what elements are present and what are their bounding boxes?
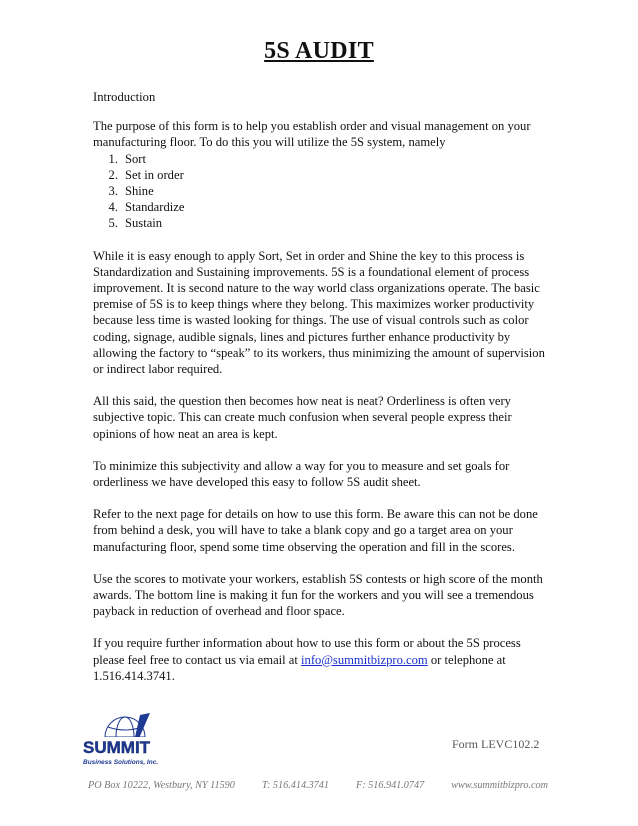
paragraph-usage: Refer to the next page for details on how to use this form. Be aware this can not be done from behind a desk, you will have to take a blank copy and go a target area on your manufacturing floor, spend some time observing the operation and fill in the scores.	[93, 507, 538, 554]
page-title: 5S AUDIT	[264, 38, 374, 64]
paragraph-motivation: Use the scores to motivate your workers, establish 5S contests or high score of the month awards. The bottom line is making it fun for the workers and you will see a tremendous payback in reduction of overhead and floor space.	[93, 571, 543, 619]
footer-fax: F: 516.941.0747	[355, 780, 425, 791]
footer-phone: T: 516.414.3741	[261, 780, 329, 791]
list-item-label: Sustain	[125, 216, 163, 231]
list-item	[93, 151, 553, 167]
list-item-number: 3.	[108, 184, 118, 199]
email-link[interactable]: info@summitbizpro.com	[301, 652, 428, 667]
list-item-label: Set in order	[125, 167, 184, 182]
list-item-number: 1.	[108, 151, 118, 166]
list-item-number: 2.	[108, 167, 118, 182]
summit-logo-icon	[80, 713, 170, 775]
paragraph-neatness: All this said, the question then becomes how neat is neat? Orderliness is often very subjective topic. This can create much confusion when several people express their opinions of how neat an area is kept.	[93, 394, 512, 441]
paragraph-subjectivity: To minimize this subjectivity and allow a way for you to measure and set goals for orderliness we have developed this easy to follow 5S audit sheet.	[93, 458, 510, 490]
logo-wordmark: SUMMIT	[83, 738, 151, 757]
logo-tagline: Business Solutions, Inc.	[83, 759, 159, 766]
list-item-label: Standardize	[125, 200, 185, 215]
list-item	[93, 183, 553, 199]
page-footer	[88, 780, 548, 791]
document-body	[93, 89, 553, 700]
5s-steps-list	[93, 151, 553, 232]
paragraph-5s-premise: While it is easy enough to apply Sort, Set in order and Shine the key to this process is Standardization and Sustaining improvements. 5S is a foundational element of process improvement. It is second nature to the way world class organizations operate. The basic premise of 5S is to keep things where they belong. This maximizes worker productivity because less time is wasted looking for things. The use of visual controls such as color coding, signage, audible signals, lines and pictures further enhance productivity by allowing the factory to “speak” to its workers, thus minimizing the amount of supervision or indirect labor required.	[93, 248, 545, 377]
intro-heading: Introduction	[93, 90, 156, 104]
form-id-label: Form LEVC102.2	[452, 737, 540, 751]
intro-paragraph: The purpose of this form is to help you establish order and visual management on your manufacturing floor. To do this you will utilize the 5S system, namely	[93, 119, 531, 150]
contact-text-after: or telephone at 1.516.414.3741.	[93, 652, 506, 683]
list-item	[93, 199, 553, 215]
contact-text-before: If you require further information about how to use this form or about the 5S process please feel free to contact us via email at	[93, 636, 521, 667]
list-item	[93, 215, 553, 231]
list-item	[93, 167, 553, 183]
list-item-number: 4.	[108, 200, 118, 215]
list-item-number: 5.	[108, 216, 118, 231]
list-item-label: Shine	[125, 184, 154, 199]
paragraph-contact	[93, 635, 553, 684]
footer-address: PO Box 10222, Westbury, NY 11590	[88, 780, 235, 791]
footer-website: www.summitbizpro.com	[451, 780, 548, 791]
list-item-label: Sort	[125, 151, 146, 166]
